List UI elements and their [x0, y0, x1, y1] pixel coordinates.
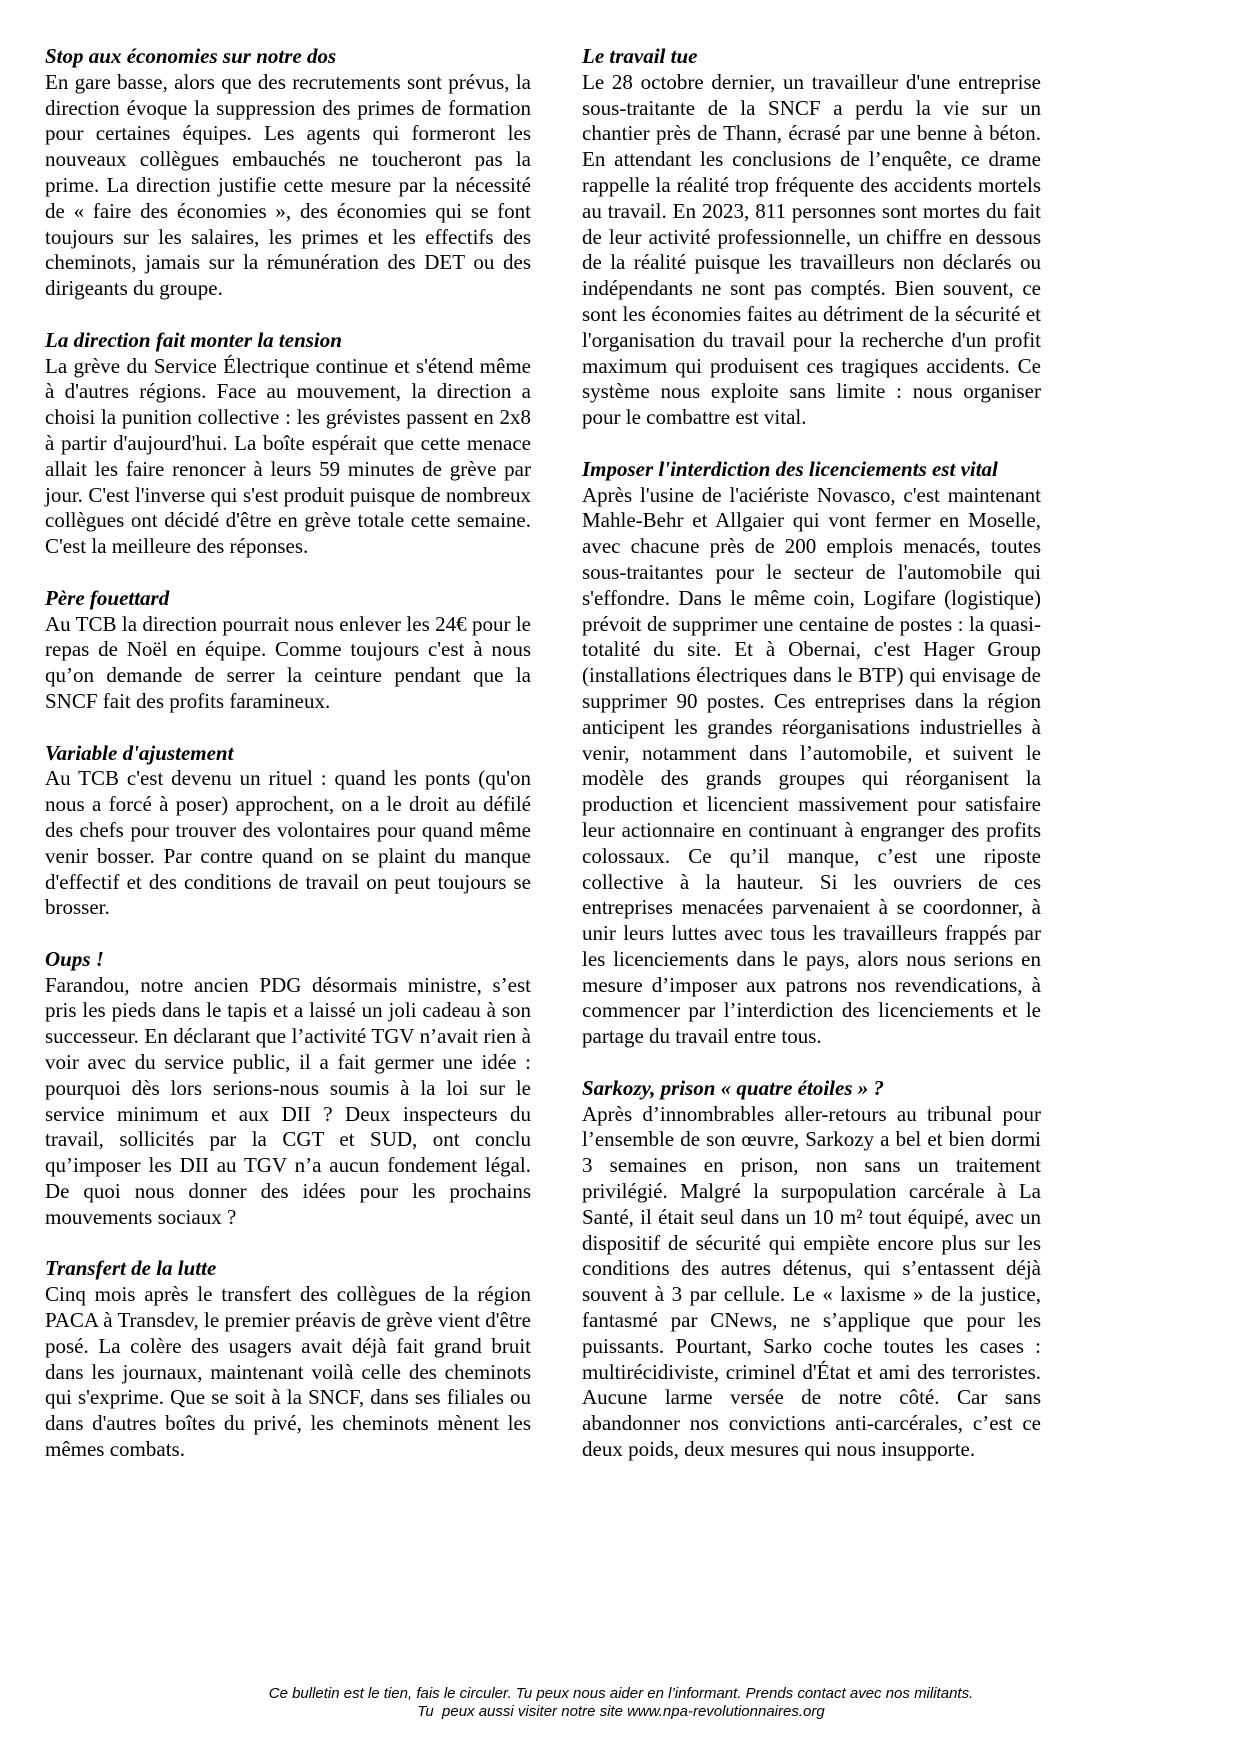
article-title: Sarkozy, prison « quatre étoiles » ?	[582, 1075, 884, 1100]
article-body: Après d’innombrables aller-retours au tribunal pour l’ensemble de son œuvre, Sarkozy a bel et bien dormi 3 semaines en prison, non sans un traitement privilégié. Malgré la surpopulation carcérale à La Santé, il était seul dans un 10 m² tout équipé, avec un dispositif de sécurité qui empiète encore plus sur les conditions des autres détenus, qui s’entassent déjà souvent à 3 par cellule. Le « laxisme » de la justice, fantasmé par CNews, ne s’applique que pour les puissants. Pourtant, Sarko coche toutes les cases : multirécidiviste, criminel d'État et ami des terroristes. Aucune larme versée de notre côté. Car sans abandonner nos convictions anti-carcérales, c’est ce deux poids, deux mesures qui nous insupporte.	[582, 1101, 1041, 1462]
article-title: La direction fait monter la tension	[45, 327, 342, 352]
article-title: Père fouettard	[45, 585, 170, 610]
article-title: Stop aux économies sur notre dos	[45, 44, 337, 68]
article-body: Au TCB la direction pourrait nous enlever les 24€ pour le repas de Noël en équipe. Comme toujours c'est à nous qu’on demande de serrer la ceinture pendant que la SNCF fait des profits faramineux.	[45, 611, 531, 713]
article-title: Oups !	[45, 946, 104, 971]
article-title: Transfert de la lutte	[45, 1256, 217, 1281]
article-variable-ajustement	[45, 741, 531, 922]
article-transfert-lutte	[45, 1256, 531, 1462]
article-body: Cinq mois après le transfert des collègues de la région PACA à Transdev, le premier préavis de grève vient d'être posé. La colère des usagers avait déjà fait grand bruit dans les journaux, maintenant voilà celle des cheminots qui s'exprime. Que se soit à la SNCF, dans ses filiales ou dans d'autres boîtes du privé, les cheminots mènent les mêmes combats.	[45, 1282, 531, 1462]
right-column	[582, 44, 1041, 1489]
article-body: Après l'usine de l'aciériste Novasco, c'est maintenant Mahle-Behr et Allgaier qui vont fermer en Moselle, avec chacune près de 200 emplois menacés, toutes sous-traitantes pour le secteur de l'automobile qui s'effondre. Dans le même coin, Logifare (logistique) prévoit de supprimer une centaine de postes : la quasi-totalité du site. Et à Obernai, c'est Hager Group (installations électriques dans le BTP) qui envisage de supprimer 90 postes. Ces entreprises dans la région anticipent les grandes réorganisations industrielles à venir, notamment dans l’automobile, et suivent le modèle des grands groupes qui réorganisent la production et licencient massivement pour satisfaire leur actionnaire en continuant à engranger des profits colossaux. Ce qu’il manque, c’est une riposte collective à la hauteur. Si les ouvriers de ces entreprises menacées parvenaient à se coordonner, à unir leurs luttes avec tous les travailleurs frappés par les licenciements dans le pays, alors nous serions en mesure d’imposer aux patrons nos revendications, à commencer par l’interdiction des licenciements et le partage du travail entre tous.	[582, 482, 1041, 1049]
article-title: Le travail tue	[582, 44, 698, 68]
article-pere-fouettard	[45, 586, 531, 715]
article-body: En gare basse, alors que des recrutements sont prévus, la direction évoque la suppression des primes de formation pour certaines équipes. Les agents qui formeront les nouveaux collègues embauchés ne toucheront pas la prime. La direction justifie cette mesure par la nécessité de « faire des économies », des économies qui se font toujours sur les salaires, les primes et les effectifs des cheminots, jamais sur la rémunération des DET ou des dirigeants du groupe.	[45, 69, 531, 301]
article-stop-economies	[45, 44, 531, 302]
article-body: La grève du Service Électrique continue et s'étend même à d'autres régions. Face au mouvement, la direction a choisi la punition collective : les grévistes passent en 2x8 à partir d'aujourd'hui. La boîte espérait que cette menace allait les faire renoncer à leurs 59 minutes de grève par jour. C'est l'inverse qui s'est produit puisque de nombreux collègues ont décidé d'être en grève totale cette semaine. C'est la meilleure des réponses.	[45, 353, 531, 559]
article-sarkozy-prison	[582, 1076, 1041, 1463]
article-body: Au TCB c'est devenu un rituel : quand les ponts (qu'on nous a forcé à poser) approchent, on a le droit au défilé des chefs pour trouver des volontaires pour quand même venir bosser. Par contre quand on se plaint du manque d'effectif et des conditions de travail on peut toujours se brosser.	[45, 766, 531, 920]
article-direction-tension	[45, 328, 531, 560]
left-column	[45, 44, 531, 1489]
footer-line-contact: Ce bulletin est le tien, fais le circuler. Tu peux nous aider en l’informant. Prends contact avec nos militants.	[268, 1685, 974, 1702]
footer	[0, 1685, 1242, 1721]
footer-line-website: Tu peux aussi visiter notre site www.npa-revolutionnaires.org	[417, 1703, 825, 1720]
article-travail-tue	[582, 44, 1041, 431]
article-body: Le 28 octobre dernier, un travailleur d'une entreprise sous-traitante de la SNCF a perdu la vie sur un chantier près de Thann, écrasé par une benne à béton. En attendant les conclusions de l’enquête, ce drame rappelle la réalité trop fréquente des accidents mortels au travail. En 2023, 811 personnes sont mortes du fait de leur activité professionnelle, un chiffre en dessous de la réalité puisque les travailleurs non déclarés ou indépendants ne sont pas comptés. Bien souvent, ce sont les économies faites au détriment de la sécurité et l'organisation du travail pour la recherche d'un profit maximum qui produisent ces tragiques accidents. Ce système nous exploite sans limite : nous organiser pour le combattre est vital.	[582, 69, 1041, 430]
article-interdiction-licenciements	[582, 457, 1041, 1050]
article-oups	[45, 947, 531, 1231]
article-title: Imposer l'interdiction des licenciements est vital	[582, 456, 998, 481]
article-title: Variable d'ajustement	[45, 740, 234, 765]
article-body: Farandou, notre ancien PDG désormais ministre, s’est pris les pieds dans le tapis et a laissé un joli cadeau à son successeur. En déclarant que l’activité TGV n’avait rien à voir avec du service public, il a fait germer une idée : pourquoi dès lors serions-nous soumis à la loi sur le service minimum et aux DII ? Deux inspecteurs du travail, sollicités par la CGT et SUD, ont conclu qu’imposer les DII au TGV n’a aucun fondement légal. De quoi nous donner des idées pour les prochains mouvements sociaux ?	[45, 972, 531, 1229]
